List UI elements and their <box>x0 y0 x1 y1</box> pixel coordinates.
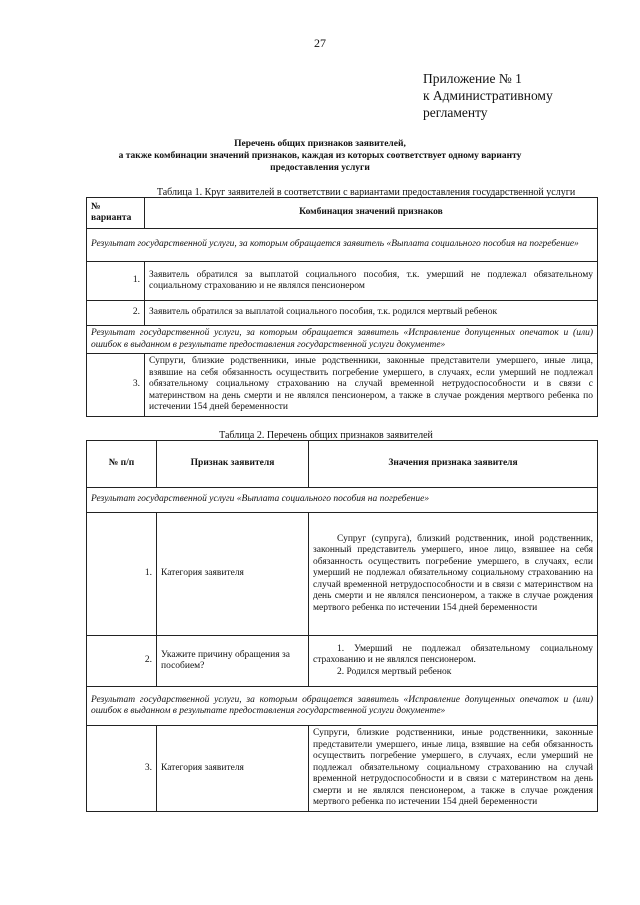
column-header-combination: Комбинация значений признаков <box>145 198 598 229</box>
section-result-burial-allowance: Результат государственной услуги «Выплата социального пособия на погребение» <box>87 488 598 513</box>
row-number: 2. <box>87 301 145 326</box>
section-row <box>87 488 598 513</box>
column-header-variant-number: № варианта <box>87 198 145 229</box>
section-result-error-correction: Результат государственной услуги, за которым обращается заявитель «Исправление допущенных опечаток и (или) ошибок в выданном в результате предоставления государственной услуги документе» <box>87 687 598 726</box>
table-row <box>87 301 598 326</box>
table-row <box>87 262 598 301</box>
appendix-line-3: регламенту <box>423 105 488 120</box>
appendix-line-1: Приложение № 1 <box>423 71 522 86</box>
column-header-sign: Признак заявителя <box>157 441 309 488</box>
row-values: Супруги, близкие родственники, иные родственники, законные представители умершего, иные лица, взявшие на себя обязанность осуществить погребение умершего, в случаях, если умерший не подлежал обязательному социальному страхованию на случай временной нетрудоспособности и в связи с материнством на день смерти и не являлся пенсионером, а также в случае рождения мертвого ребенка по истечении 154 дней беременности <box>309 726 598 812</box>
column-header-values: Значения признака заявителя <box>309 441 598 488</box>
row-sign: Категория заявителя <box>157 513 309 636</box>
heading-line-1: Перечень общих признаков заявителей, <box>234 139 406 149</box>
table-row <box>87 513 598 636</box>
table-applicant-variants <box>86 197 598 417</box>
section-result-burial-allowance: Результат государственной услуги, за которым обращается заявитель «Выплата социального пособия на погребение» <box>87 229 598 262</box>
section-row <box>87 326 598 354</box>
heading-line-3: предоставления услуги <box>270 163 370 173</box>
row-number: 1. <box>87 262 145 301</box>
row-text: Заявитель обратился за выплатой социального пособия, т.к. родился мертвый ребенок <box>145 301 598 326</box>
row-sign: Укажите причину обращения за пособием? <box>157 636 309 687</box>
table1-caption: Таблица 1. Круг заявителей в соответствии с вариантами предоставления государственной услуги <box>156 187 576 198</box>
table-header-row <box>87 198 598 229</box>
table-row <box>87 354 598 417</box>
row-values <box>309 636 598 687</box>
section-row <box>87 687 598 726</box>
table-row <box>87 636 598 687</box>
table-applicant-signs <box>86 440 598 812</box>
table2-caption: Таблица 2. Перечень общих признаков заявителей <box>219 430 433 441</box>
row-text: Супруги, близкие родственники, иные родственники, законные представители умершего, иные лица, взявшие на себя обязанность осуществить погребение умершего, в случаях, если умерший не подлежал обязательному социальному страхованию на случай временной нетрудоспособности и в связи с материнством на день смерти и не являлся пенсионером, а также в случае рождения мертвого ребенка по истечении 154 дней беременности <box>145 354 598 417</box>
table-row <box>87 726 598 812</box>
value-option-2: 2. Родился мертвый ребенок <box>337 666 452 677</box>
section-result-error-correction: Результат государственной услуги, за которым обращается заявитель «Исправление допущенных опечаток и (или) ошибок в выданном в результате предоставления государственной услуги документе» <box>87 326 598 354</box>
row-text: Заявитель обратился за выплатой социального пособия, т.к. умерший не подлежал обязательному социальному страхованию и не являлся пенсионером <box>145 262 598 301</box>
value-option-1: 1. Умерший не подлежал обязательному социальному страхованию и не являлся пенсионером. <box>313 643 593 666</box>
row-values: Супруг (супруга), близкий родственник, иной родственник, законный представитель умершего, иное лицо, взявшее на себя обязанность осуществить погребение умершего, в случаях, если умерший не подлежал обязательному социальному страхованию на случай временной нетрудоспособности и в связи с материнством на день смерти и не являлся пенсионером, а также в случае рождения мертвого ребенка по истечении 154 дней беременности <box>309 513 598 636</box>
column-header-number: № п/п <box>87 441 157 488</box>
row-number: 3. <box>87 726 157 812</box>
appendix-line-2: к Административному <box>423 88 553 103</box>
page-number: 27 <box>314 36 326 50</box>
row-sign: Категория заявителя <box>157 726 309 812</box>
row-number: 3. <box>87 354 145 417</box>
heading-line-2: а также комбинации значений признаков, каждая из которых соответствует одному варианту <box>118 151 522 161</box>
appendix-block <box>423 70 553 121</box>
section-row <box>87 229 598 262</box>
row-number: 1. <box>87 513 157 636</box>
table-header-row <box>87 441 598 488</box>
row-number: 2. <box>87 636 157 687</box>
document-heading <box>60 138 580 174</box>
